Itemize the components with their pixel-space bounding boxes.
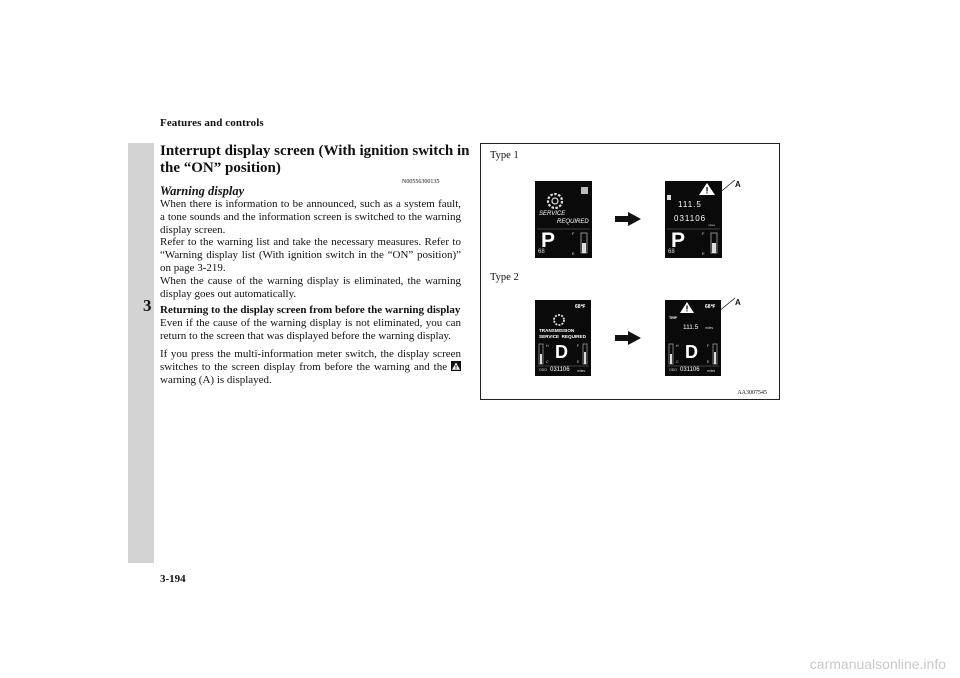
temperature-readout: 68℉ <box>705 304 716 310</box>
type2-label: Type 2 <box>490 272 519 283</box>
trip-unit: miles <box>705 326 714 330</box>
temp-cold-label: C <box>546 360 549 364</box>
arrow-right-icon <box>615 212 641 226</box>
warning-triangle-icon <box>665 300 721 376</box>
callout-line <box>717 178 737 196</box>
fuel-full-label: F <box>707 344 710 348</box>
required-text: REQUIRED <box>557 219 589 225</box>
trip-value: 111.5 <box>683 324 699 331</box>
service-required-text: SERVICE REQUIRED <box>539 334 586 339</box>
chapter-header: Features and controls <box>160 117 264 129</box>
distance-unit: miles <box>707 369 716 373</box>
temperature-readout: 68℉ <box>575 304 586 310</box>
type1-label: Type 1 <box>490 150 519 161</box>
gear-indicator: P <box>671 229 686 252</box>
chapter-number: 3 <box>143 296 152 315</box>
paragraph-text: warning (A) is displayed. <box>160 374 272 387</box>
temperature-readout: 68 <box>668 249 675 255</box>
fuel-full-label: F <box>572 231 575 236</box>
type2-warning-screen <box>535 300 591 376</box>
warning-display-figure <box>480 143 780 400</box>
temperature-readout: 68 <box>538 249 545 255</box>
temp-cold-label: C <box>676 360 679 364</box>
section-code: N00556300135 <box>402 179 440 185</box>
temp-hot-label: H <box>546 344 549 348</box>
paragraph: When there is information to be announced, such as a system fault, a tone sounds and the information screen is switched to the warning display screen. <box>160 198 461 236</box>
arrow-right-icon <box>615 331 641 345</box>
odometer-value: 031106 <box>674 214 707 223</box>
trip-value: 111.5 <box>678 200 702 209</box>
distance-unit: miles <box>577 369 586 373</box>
paragraph: When the cause of the warning display is eliminated, the warning display goes out automatically. <box>160 274 461 300</box>
type1-trip-screen <box>665 181 722 258</box>
type1-warning-screen <box>535 181 592 258</box>
service-text: SERVICE <box>539 211 566 217</box>
fuel-full-label: F <box>702 231 705 236</box>
fuel-empty-label: E <box>702 251 705 256</box>
temp-hot-label: H <box>676 344 679 348</box>
odo-label: ODO <box>539 368 547 372</box>
watermark: carmanualsonline.info <box>809 656 946 672</box>
fuel-full-label: F <box>577 344 580 348</box>
paragraph <box>160 348 461 386</box>
paragraph-text: If you press the multi-information meter switch, the display screen switches to the screen display from before the warning and the <box>160 348 461 374</box>
odometer-value: 031106 <box>550 367 570 373</box>
gear-indicator: D <box>555 342 568 362</box>
paragraph: Even if the cause of the warning display is not eliminated, you can return to the screen that was displayed before the warning display. <box>160 316 461 342</box>
type2-trip-screen <box>665 300 721 376</box>
paragraph: Refer to the warning list and take the necessary measures. Refer to “Warning display list (With ignition switch in the “ON” position)” on page 3-219. <box>160 236 461 274</box>
fuel-empty-label: E <box>707 360 710 364</box>
warning-display-heading: Warning display <box>160 184 245 198</box>
fuel-empty-label: E <box>572 251 575 256</box>
gear-indicator: P <box>541 229 556 252</box>
returning-heading: Returning to the display screen from before the warning display <box>160 304 461 317</box>
page-number: 3-194 <box>160 573 186 585</box>
body-text <box>160 183 461 387</box>
odo-label: ODO <box>669 368 677 372</box>
section-title: Interrupt display screen (With ignition switch in the “ON” position) <box>160 143 470 176</box>
trip-label: TRIP <box>669 316 677 320</box>
warning-triangle-icon <box>451 361 461 371</box>
fuel-empty-label: E <box>577 360 580 364</box>
gear-indicator: D <box>685 342 698 362</box>
callout-line <box>717 296 737 314</box>
chapter-tab <box>128 143 154 563</box>
distance-unit: miles <box>708 223 716 227</box>
transmission-text: TRANSMISSION <box>539 328 575 333</box>
callout-label-a: A <box>735 298 741 307</box>
callout-label-a: A <box>735 180 741 189</box>
figure-code: AA3007545 <box>737 390 767 396</box>
odometer-value: 031106 <box>680 367 700 373</box>
